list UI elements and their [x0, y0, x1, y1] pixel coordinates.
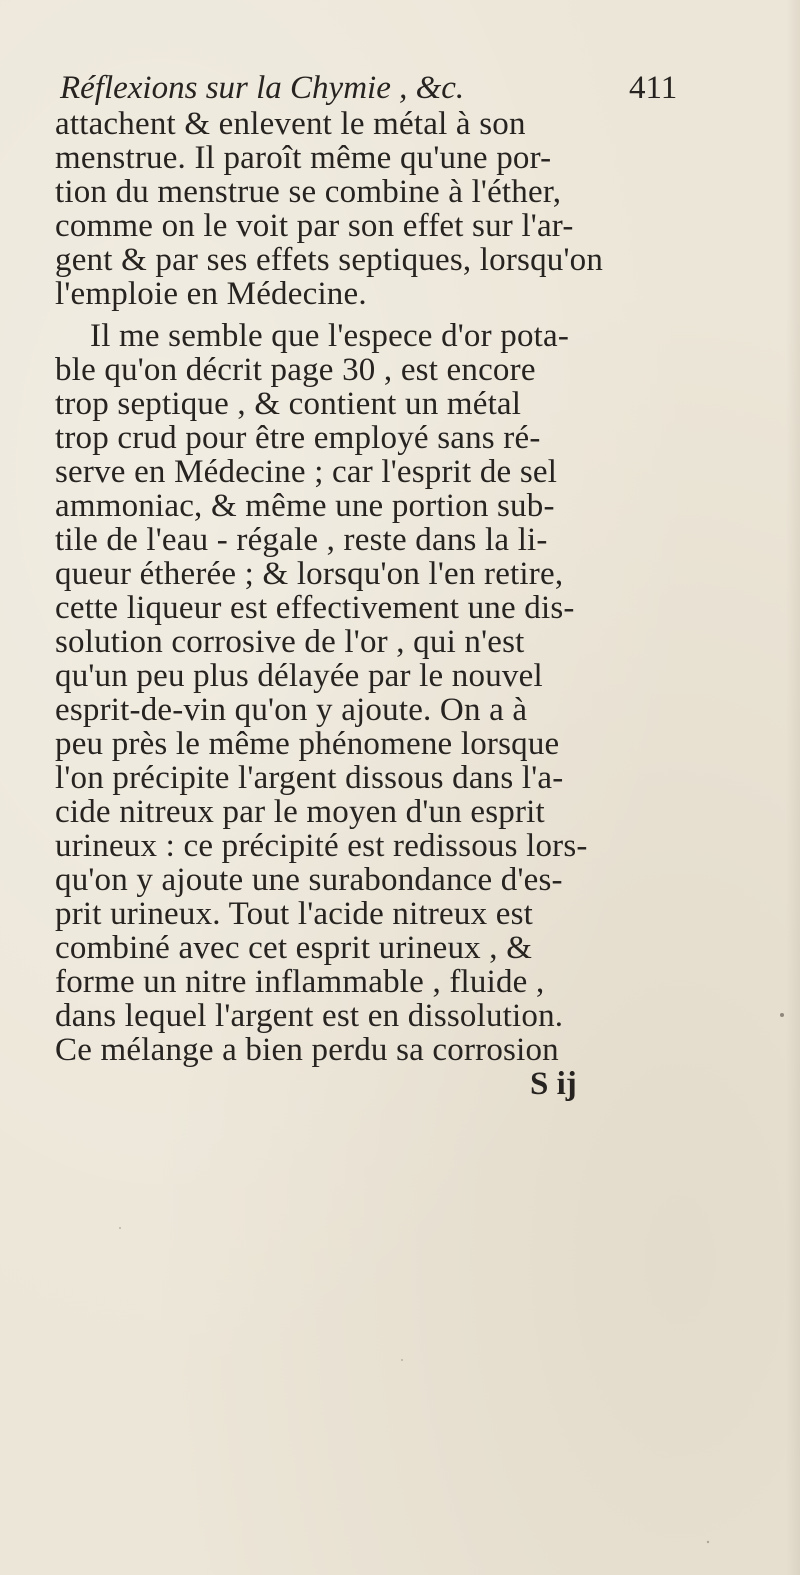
- text-line: gent & par ses effets septiques, lorsqu'on: [55, 242, 604, 278]
- text-line: l'emploie en Médecine.: [55, 276, 367, 312]
- text-line: prit urineux. Tout l'acide nitreux est: [55, 896, 534, 932]
- text-line: ble qu'on décrit page 30 , est encore: [55, 352, 536, 388]
- text-line: trop septique , & contient un métal: [55, 386, 522, 422]
- signature-mark: S ij: [530, 1066, 577, 1102]
- text-line: tile de l'eau - régale , reste dans la li-: [55, 522, 548, 558]
- text-line: dans lequel l'argent est en dissolution.: [55, 998, 564, 1034]
- text-line: urineux : ce précipité est redissous lors-: [55, 828, 588, 864]
- text-line: esprit-de-vin qu'on y ajoute. On a à: [55, 692, 528, 728]
- text-line: qu'on y ajoute une surabondance d'es-: [55, 862, 563, 898]
- text-line: Il me semble que l'espece d'or pota-: [90, 318, 570, 354]
- text-line: peu près le même phénomene lorsque: [55, 726, 560, 762]
- text-line: tion du menstrue se combine à l'éther,: [55, 174, 562, 210]
- running-title: Réflexions sur la Chymie , &c.: [60, 70, 465, 106]
- page-number: 411: [629, 70, 678, 106]
- text-line: combiné avec cet esprit urineux , &: [55, 930, 533, 966]
- text-line: Ce mélange a bien perdu sa corrosion: [55, 1032, 559, 1068]
- text-line: trop crud pour être employé sans ré-: [55, 420, 541, 456]
- text-line: solution corrosive de l'or , qui n'est: [55, 624, 525, 660]
- text-line: qu'un peu plus délayée par le nouvel: [55, 658, 543, 694]
- text-line: cide nitreux par le moyen d'un esprit: [55, 794, 545, 830]
- text-line: queur étherée ; & lorsqu'on l'en retire,: [55, 556, 564, 592]
- text-line: cette liqueur est effectivement une dis-: [55, 590, 575, 626]
- text-line: attachent & enlevent le métal à son: [55, 106, 526, 142]
- text-line: comme on le voit par son effet sur l'ar-: [55, 208, 574, 244]
- text-line: serve en Médecine ; car l'esprit de sel: [55, 454, 558, 490]
- text-line: l'on précipite l'argent dissous dans l'a-: [55, 760, 564, 796]
- text-line: menstrue. Il paroît même qu'une por-: [55, 140, 552, 176]
- text-line: ammoniac, & même une portion sub-: [55, 488, 555, 524]
- text-line: forme un nitre inflammable , fluide ,: [55, 964, 545, 1000]
